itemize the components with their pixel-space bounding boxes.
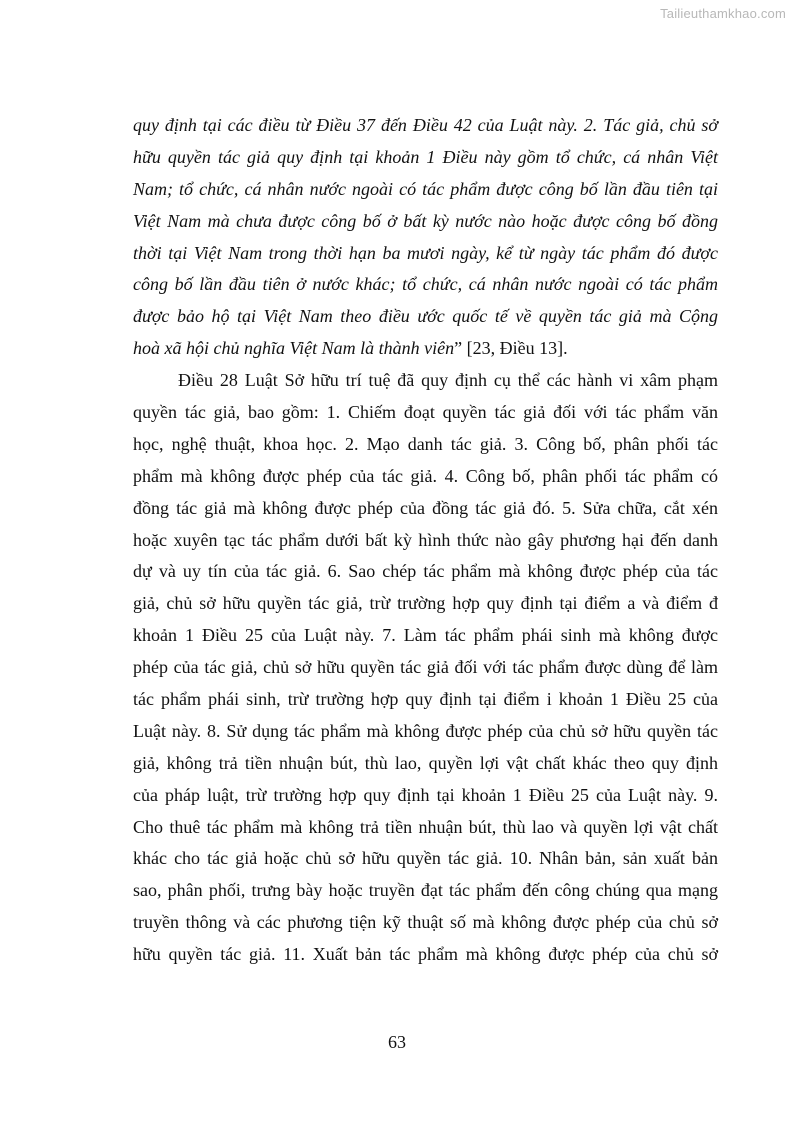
watermark-text: Tailieuthamkhao.com (660, 6, 786, 21)
text-line: Việt Nam mà chưa được công bố ở bất kỳ nước nào hoặc được công bố đồng (133, 210, 718, 231)
text-line: đồng tác giả mà không được phép của đồng tác giả đó. 5. Sửa chữa, cắt xén (133, 497, 718, 518)
text-line: giả, chủ sở hữu quyền tác giả, trừ trường hợp quy định tại điểm a và điểm đ (133, 593, 718, 614)
text-line: truyền thông và các phương tiện kỹ thuật số mà không được phép của chủ sở (133, 912, 718, 933)
citation: ” [23, Điều 13]. (454, 338, 568, 359)
text-line: được bảo hộ tại Việt Nam theo điều ước quốc tế về quyền tác giả mà Cộng (133, 306, 718, 327)
text-line: thời tại Việt Nam trong thời hạn ba mươi ngày, kể từ ngày tác phẩm đó được (133, 242, 718, 263)
text-line: phẩm mà không được phép của tác giả. 4. Công bố, phân phối tác phẩm có (133, 465, 718, 486)
text-line: Điều 28 Luật Sở hữu trí tuệ đã quy định cụ thể các hành vi xâm phạm (178, 370, 718, 391)
document-body (133, 110, 718, 971)
text-line: Luật này. 8. Sử dụng tác phẩm mà không được phép của chủ sở hữu quyền tác (133, 720, 718, 741)
text-line: khác cho tác giả hoặc chủ sở hữu quyền tác giả. 10. Nhân bản, sản xuất bản (133, 848, 718, 869)
text-line: phép của tác giả, chủ sở hữu quyền tác giả đối với tác phẩm được dùng để làm (133, 657, 718, 678)
text-line: học, nghệ thuật, khoa học. 2. Mạo danh tác giả. 3. Công bố, phân phối tác (133, 433, 718, 454)
text-line: hữu quyền tác giả. 11. Xuất bản tác phẩm mà không được phép của chủ sở (133, 944, 718, 965)
text-line: tác phẩm phái sinh, trừ trường hợp quy định tại điểm i khoản 1 Điều 25 của (133, 689, 718, 710)
text-line-citation (133, 333, 718, 365)
text-line: của pháp luật, trừ trường hợp quy định tại khoản 1 Điều 25 của Luật này. 9. (133, 784, 718, 805)
paragraph-quote-continuation (133, 110, 718, 365)
text-line: quyền tác giả, bao gồm: 1. Chiếm đoạt quyền tác giả đối với tác phẩm văn (133, 402, 718, 423)
page-number: 63 (388, 1032, 406, 1052)
text-line: dự và uy tín của tác giả. 6. Sao chép tác phẩm mà không được phép của tác (133, 561, 718, 582)
text-line: hoặc xuyên tạc tác phẩm dưới bất kỳ hình thức nào gây phương hại đến danh (133, 529, 718, 550)
text-line: công bố lần đầu tiên ở nước khác; tổ chức, cá nhân nước ngoài có tác phẩm (133, 274, 718, 295)
text-line: sao, phân phối, trưng bày hoặc truyền đạt tác phẩm đến công chúng qua mạng (133, 880, 718, 901)
text-line: Cho thuê tác phẩm mà không trả tiền nhuận bút, thù lao và quyền lợi vật chất (133, 816, 718, 837)
text-line: khoản 1 Điều 25 của Luật này. 7. Làm tác phẩm phái sinh mà không được (133, 625, 718, 646)
quote-ending: hoà xã hội chủ nghĩa Việt Nam là thành viên (133, 338, 455, 359)
text-line: Nam; tổ chức, cá nhân nước ngoài có tác phẩm được công bố lần đầu tiên tại (133, 178, 718, 199)
text-line: quy định tại các điều từ Điều 37 đến Điều 42 của Luật này. 2. Tác giả, chủ sở (133, 115, 718, 135)
paragraph-article-28 (133, 365, 718, 971)
text-line: giả, không trả tiền nhuận bút, thù lao, quyền lợi vật chất khác theo quy định (133, 752, 718, 773)
text-line: hữu quyền tác giả quy định tại khoản 1 Điều này gồm tổ chức, cá nhân Việt (133, 146, 718, 167)
